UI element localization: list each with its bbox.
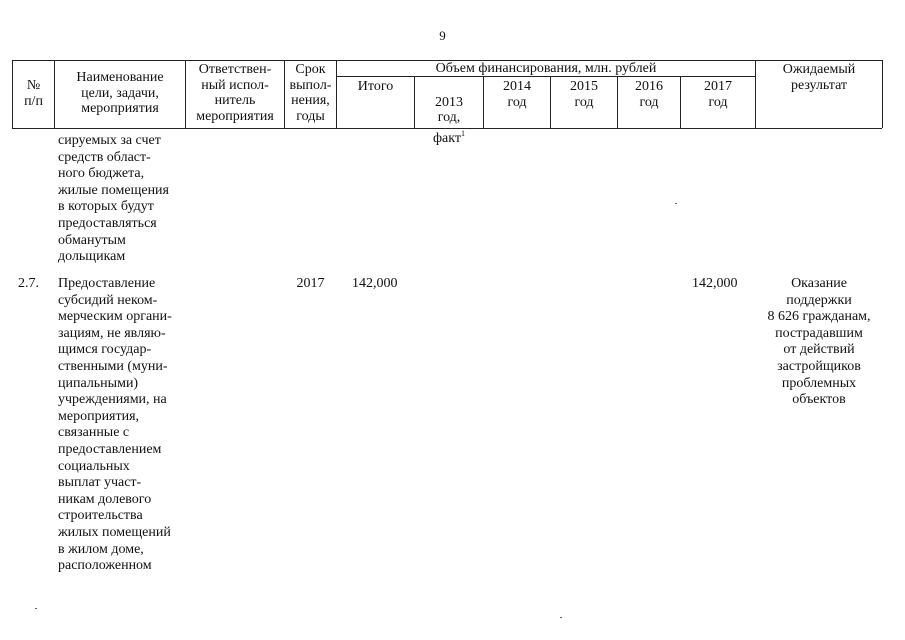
header-2015: 2015 год bbox=[570, 79, 598, 110]
header-2013 bbox=[415, 79, 483, 146]
header-responsible: Ответствен- ный испол- нитель мероприятия bbox=[196, 62, 274, 124]
scan-speck bbox=[35, 608, 37, 609]
row1-name: сируемых за счет средств област- ного бюджета, жилые помещения в которых будут предоставляться обманутым дольщикам bbox=[58, 133, 169, 265]
row2-2017: 142,000 bbox=[692, 276, 738, 291]
scan-speck bbox=[675, 203, 677, 204]
header-term: Срок выпол- нения, годы bbox=[289, 62, 332, 124]
row2-result: Оказание поддержки 8 626 гражданам, пострадавшим от действий застройщиков проблемных объектов bbox=[767, 276, 871, 408]
row2-term: 2017 bbox=[296, 276, 325, 291]
header-2013-fact: факт bbox=[432, 130, 462, 146]
header-total: Итого bbox=[357, 79, 394, 94]
row2-name: Предоставление субсидий неком- мерческим органи- зациям, не являю- щимся государ- ственными (муни- ципальными) учреждениями, на мероприятия, связанные с предоставлением социальных выплат участ- никам долевого строительства жилых помещений в жилом доме, расположенном bbox=[58, 276, 172, 574]
header-2013-label: 2013 год, bbox=[435, 94, 463, 125]
border-right bbox=[882, 60, 883, 128]
row2-total: 142,000 bbox=[352, 276, 398, 291]
header-2016: 2016 год bbox=[635, 79, 663, 110]
header-num: № п/п bbox=[24, 78, 43, 109]
scan-speck bbox=[560, 617, 562, 618]
header-2014: 2014 год bbox=[503, 79, 531, 110]
header-result: Ожидаемый результат bbox=[782, 62, 856, 93]
page-number: 9 bbox=[439, 28, 446, 43]
row2-num: 2.7. bbox=[18, 276, 39, 291]
header-funding-group: Объем финансирования, млн. рублей bbox=[435, 61, 657, 76]
footnote-mark: 1 bbox=[461, 128, 466, 138]
header-name: Наименование цели, задачи, мероприятия bbox=[76, 70, 164, 116]
header-2017: 2017 год bbox=[704, 79, 732, 110]
